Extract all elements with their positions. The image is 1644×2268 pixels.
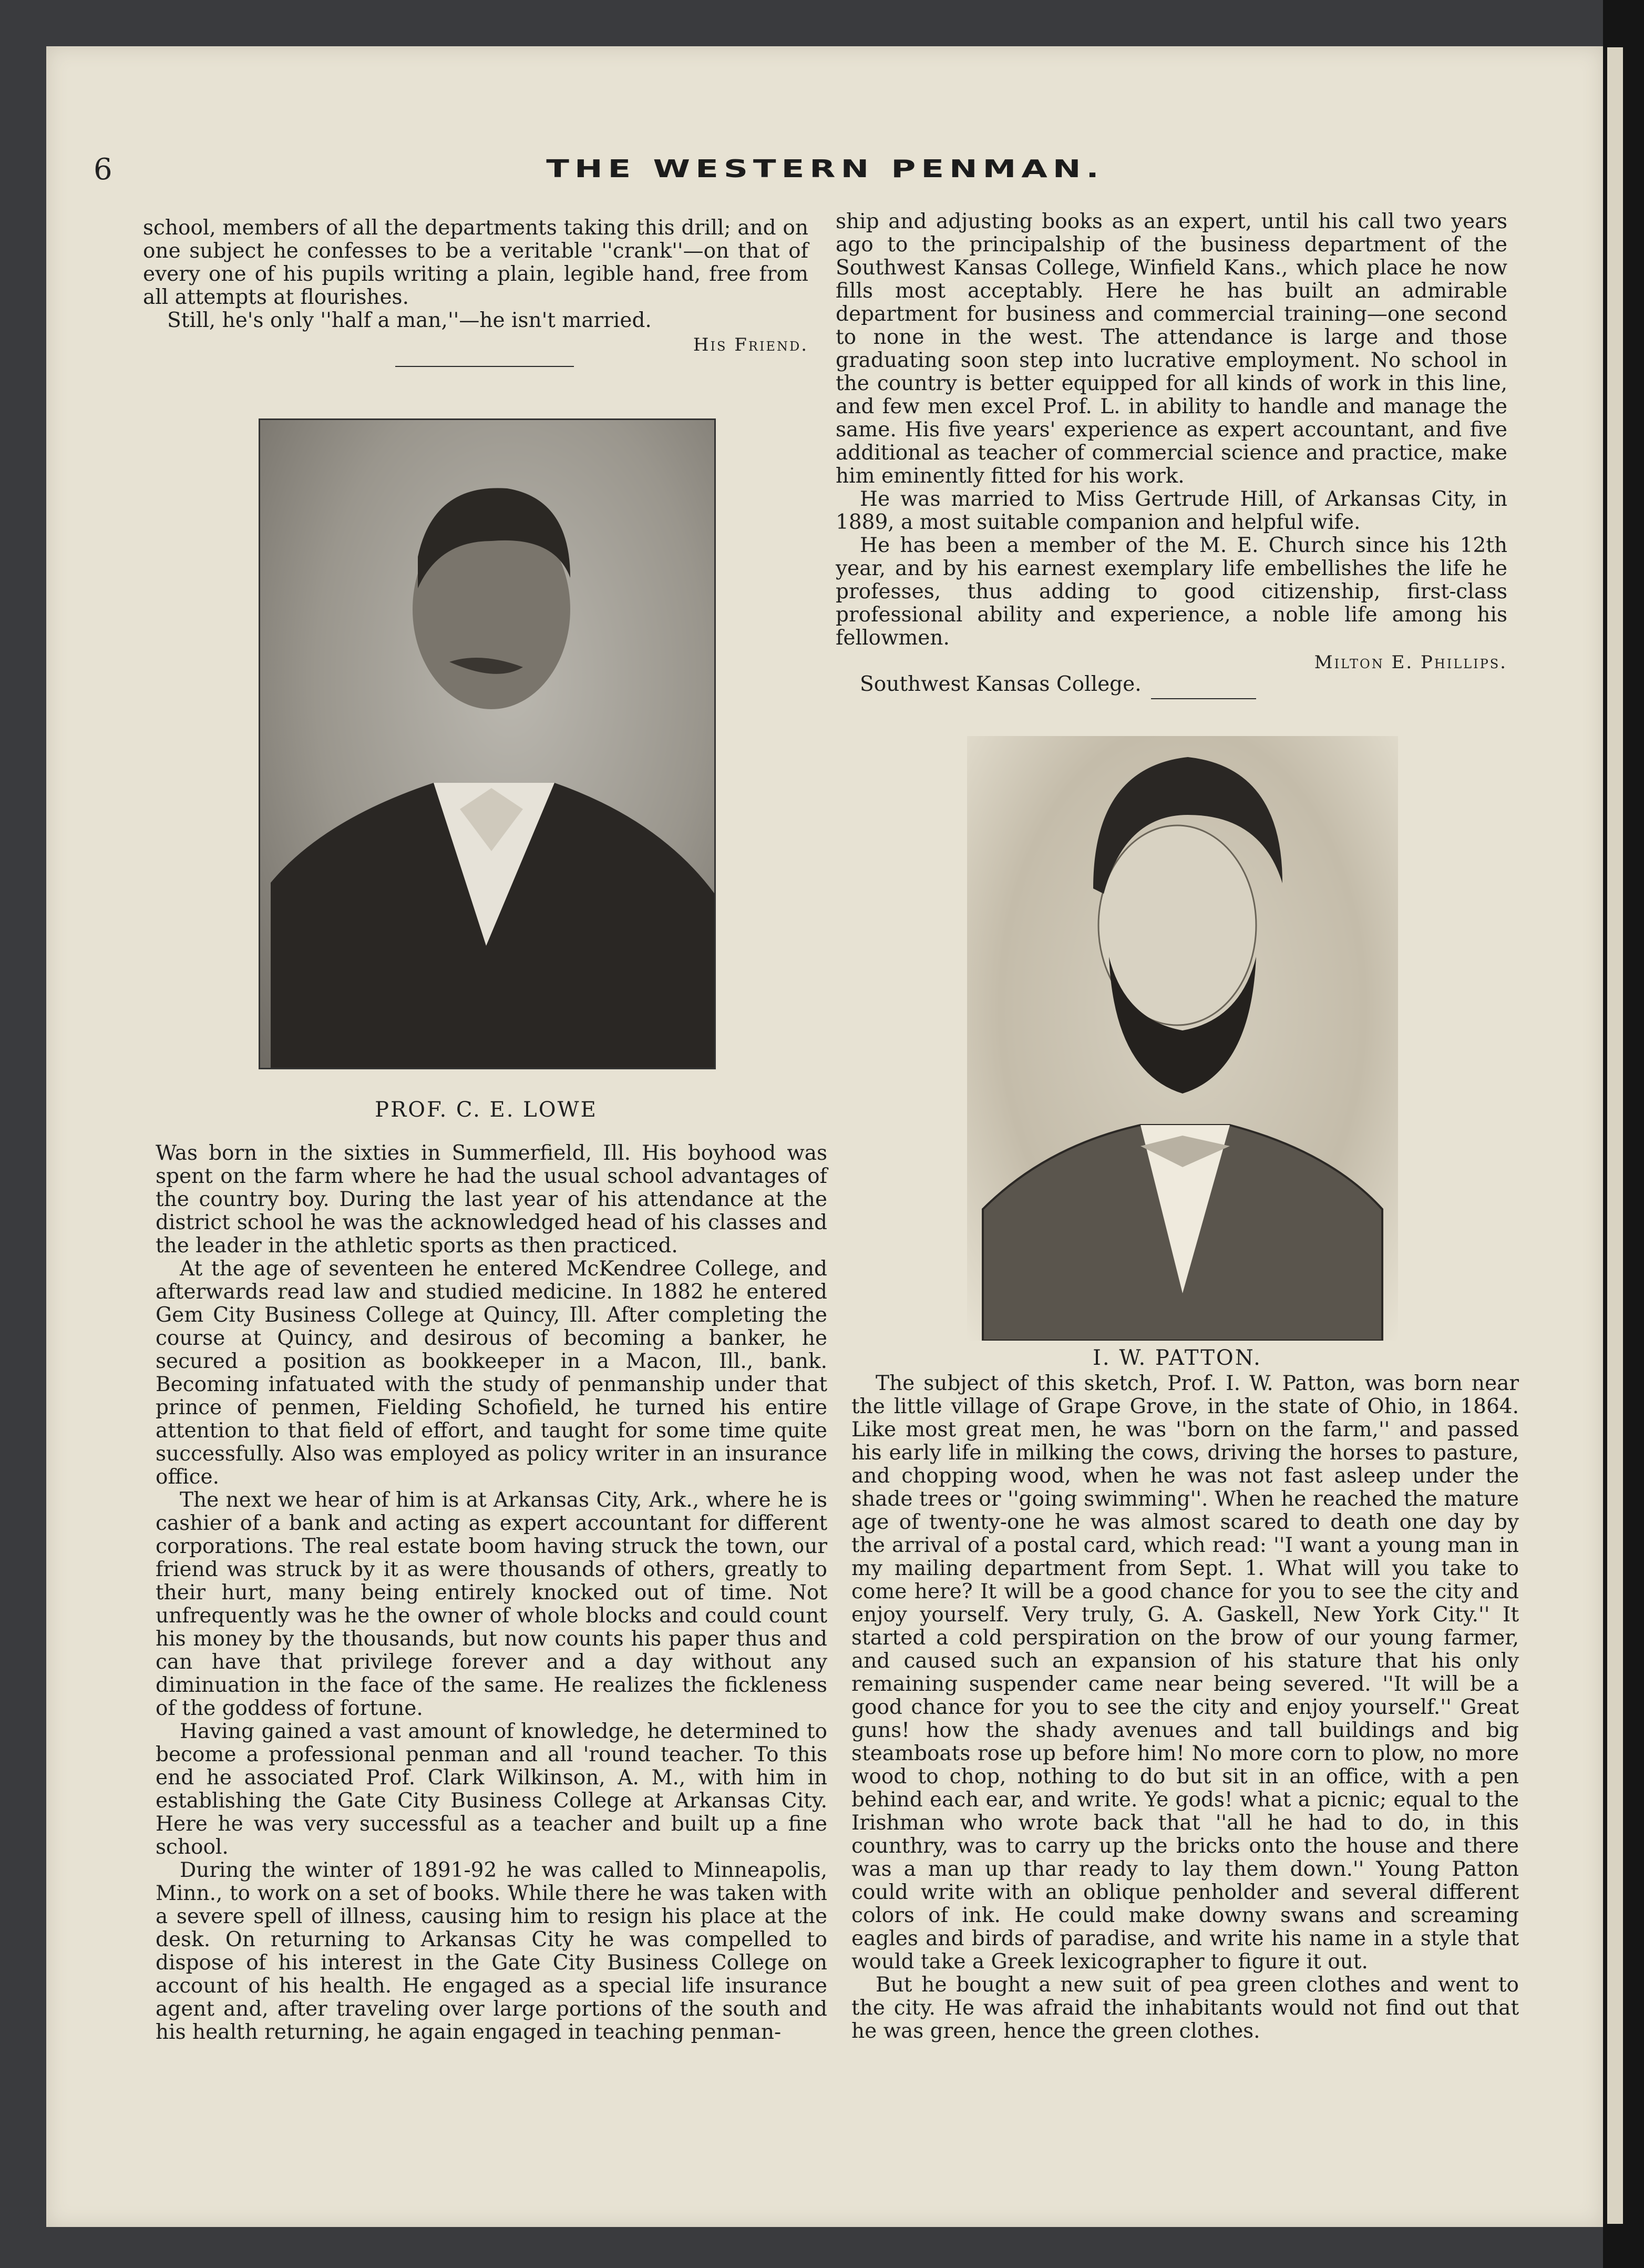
left-body-paragraph: During the winter of 1891-92 he was called to Minneapolis, Minn., to work on a set of books. While there he was taken with a severe spell of illness, causing him to resign his place at the desk. On returning to Arkansas City he was compelled to dispose of his interest in the Gate City Business College on account of his health. He engaged as a special life insurance agent and, after traveling over large portions of the south and his health returning, he again engaged in teaching penman- bbox=[156, 1858, 827, 2044]
right-intro-affiliation: Southwest Kansas College. bbox=[860, 672, 1142, 696]
portrait-caption-patton: I. W. PATTON. bbox=[1093, 1346, 1262, 1370]
left-body-paragraph: The next we hear of him is at Arkansas City, Ark., where he is cashier of a bank and acting as expert accountant for different corporations. The real estate boom having struck the town, our friend was struck by it as were thousands of others, greatly to their hurt, many being entirely knocked out of time. Not unfrequently was he the owner of whole blocks and could count his money by the thousands, but now counts his paper thus and can have that privilege forever and a day without any diminuation in the face of the same. He realizes the fickleness of the goddess of fortune. bbox=[156, 1488, 827, 1720]
page-number: 6 bbox=[94, 152, 112, 187]
left-intro-signature: His Friend. bbox=[693, 334, 808, 355]
right-body-paragraph: But he bought a new suit of pea green clothes and went to the city. He was afraid the inhabitants would not find out that he was green, hence the green clothes. bbox=[851, 1973, 1519, 2043]
right-intro-signature: Milton E. Phillips. bbox=[1314, 652, 1507, 673]
masthead-title: THE WESTERN PENMAN. bbox=[546, 155, 1104, 183]
left-body-paragraph: At the age of seventeen he entered McKendree College, and afterwards read law and studied medicine. In 1882 he entered Gem City Business College at Quincy, Ill. After completing the course at Quincy, and desirous of becoming a banker, he secured a position as bookkeeper in a Macon, Ill., bank. Becoming infatuated with the study of penmanship under that prince of penmen, Fielding Schofield, he turned his entire attention to that field of effort, and taught for some time quite successfully. Also was employed as policy writer in an insurance office. bbox=[156, 1257, 827, 1489]
right-intro-paragraph: He has been a member of the M. E. Church since his 12th year, and by his earnest exemplary life embellishes the life he professes, thus adding to good citizenship, first-class professional ability and experience, a noble life among his fellowmen. bbox=[836, 534, 1507, 650]
left-body-paragraph: Having gained a vast amount of knowledge, he determined to become a professional penman and all 'round teacher. To this end he associated Prof. Clark Wilkinson, A. M., with him in establishing the Gate City Business College at Arkansas City. Here he was very successful as a teacher and built up a fine school. bbox=[156, 1720, 827, 1859]
left-intro-paragraph: Still, he's only ''half a man,''—he isn't married. bbox=[167, 309, 652, 332]
right-intro bbox=[836, 210, 1507, 699]
portrait-engraving-patton bbox=[967, 736, 1398, 1341]
section-divider bbox=[1151, 698, 1256, 699]
portrait-figure bbox=[260, 420, 714, 1068]
portrait-caption-lowe: PROF. C. E. LOWE bbox=[375, 1098, 598, 1122]
right-intro-paragraph: He was married to Miss Gertrude Hill, of Arkansas City, in 1889, a most suitable companion and helpful wife. bbox=[836, 487, 1507, 534]
left-body-paragraph: Was born in the sixties in Summerfield, Ill. His boyhood was spent on the farm where he had the usual school advantages of the country boy. During the last year of his attendance at the district school he was the acknowledged head of his classes and the leader in the athletic sports as then practiced. bbox=[156, 1141, 827, 1258]
left-intro bbox=[143, 217, 808, 367]
book-edge bbox=[1603, 0, 1644, 2268]
left-intro-paragraph: school, members of all the departments taking this drill; and on one subject he confesses to be a veritable ''crank''—on that of every one of his pupils writing a plain, legible hand, free from all attempts at flourishes. bbox=[143, 216, 808, 309]
portrait-photo-lowe bbox=[259, 418, 716, 1069]
right-intro-paragraph: ship and adjusting books as an expert, until his call two years ago to the principalship of the business department of the Southwest Kansas College, Winfield Kans., which place he now fills most acceptably. Here he has built an admirable department for business and commercial training—one second to none in the west. The attendance is large and those graduating soon step into lucrative employment. No school in the country is better equipped for all kinds of work in this line, and few men excel Prof. L. in ability to handle and manage the same. His five years' experience as expert accountant, and five additional as teacher of commercial science and practice, make him eminently fitted for his work. bbox=[836, 210, 1507, 488]
right-body bbox=[851, 1372, 1519, 2043]
section-divider bbox=[395, 366, 574, 367]
right-body-paragraph: The subject of this sketch, Prof. I. W. Patton, was born near the little village of Grape Grove, in the state of Ohio, in 1864. Like most great men, he was ''born on the farm,'' and passed his early life in milking the cows, driving the horses to pasture, and chopping wood, when he was not fast asleep under the shade trees or ''going swimming''. When he reached the mature age of twenty-one he was almost scared to death one day by the arrival of a postal card, which read: ''I want a young man in my mailing department from Sept. 1. What will you take to come here? It will be a good chance for you to see the city and enjoy yourself. Very truly, G. A. Gaskell, New York City.'' It started a cold perspiration on the brow of our young farmer, and caused such an expansion of his stature that his only remaining suspender came near being severed. ''It will be a good chance for you to see the city and enjoy yourself.'' Great guns! how the shady avenues and tall buildings and big steamboats rose up before him! No more corn to plow, no more wood to chop, nothing to do but sit in an office, with a pen behind each ear, and write. Ye gods! what a picnic; equal to the Irishman who wrote back that ''all he had to do, in this counthry, was to carry up the bricks onto the house and there was a man up thar ready to lay them down.'' Young Patton could write with an oblique penholder and several different colors of ink. He could make downy swans and screaming eagles and birds of paradise, and write his name in a style that would take a Greek lexicographer to figure it out. bbox=[851, 1372, 1519, 1974]
left-body bbox=[156, 1142, 827, 2044]
portrait-figure bbox=[967, 736, 1398, 1341]
